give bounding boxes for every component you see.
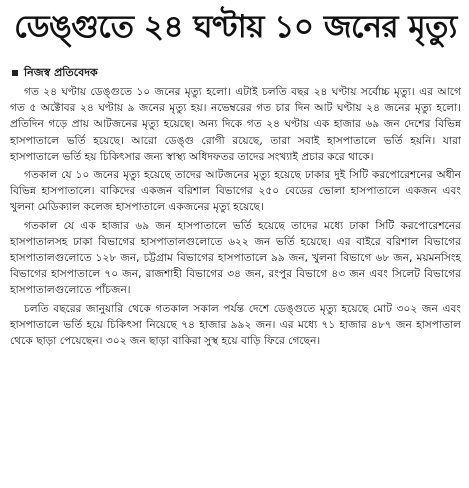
bullet-square-icon bbox=[12, 70, 18, 76]
article-paragraph-1: গত ২৪ ঘণ্টায় ডেঙ্গুতে ১০ জনের মৃত্যু হলো। এটাই চলতি বছর ২৪ ঘণ্টায় সর্বোচ্চ মৃত্যু। এর আগে গত ৫ অক্টোবর ২৪ ঘণ্টায় ৯ জনের মৃত্যু হয়। নভেম্বরের গত চার দিন আট ঘণ্টায় ২৪ জনের মৃত্যু হলো। প্রতিদিন গড়ে প্রায় আটজনের মৃত্যু হয়েছে। অন্য দিকে গত ২৪ ঘণ্টায় এক হাজার ৬৯ জন দেশের বিভিন্ন হাসপাতালে ভর্তি হয়েছে। আরো ডেঙ্গু রোগী রয়েছে, তারা সবাই হাসপাতালে ভর্তি হয়নি। যারা হাসপাতালে ভর্তি হয় চিকিৎসার জন্য স্বাস্থ্য অধিদফতর তাদের সংখ্যাই প্রচার করে থাকে। bbox=[10, 86, 461, 163]
article-paragraph-3: গতকাল যে এক হাজার ৬৯ জন হাসপাতালে ভর্তি হয়েছে তাদের মধ্যে ঢাকা সিটি করপোরেশনের হাসপাতালসহ ঢাকা বিভাগের হাসপাতালগুলোতে ৬২২ জন ভর্তি হয়েছে। এর বাইরে বরিশাল বিভাগের হাসপাতালগুলোতে ১২৮ জন, চট্টগ্রাম বিভাগের হাসপাতালে ৯৯ জন, খুলনা বিভাগে ৬৮ জন, ময়মনসিংহ বিভাগের হাসপাতালে ৭০ জন, রাজশাহী বিভাগের ৩৪ জন, রংপুর বিভাগে ৪৩ জন এবং সিলেট বিভাগের হাসপাতালগুলোতে পাঁচজন। bbox=[10, 219, 461, 297]
byline bbox=[12, 64, 461, 82]
article-paragraph-4: চলতি বছরের জানুয়ারি থেকে গতকাল সকাল পর্যন্ত দেশে ডেঙ্গুতে মৃত্যু হয়েছে মোট ৩০২ জন এবং হাসপাতালে ভর্তি হয়ে চিকিৎসা নিয়েছে ৭৪ হাজার ৯৯২ জন। এর মধ্যে ৭১ হাজার ৪৮৭ জন হাসপাতাল থেকে ছাড়া পেয়েছেন। ৩০২ জন ছাড়া বাকিরা সুস্থ হয়ে বাড়ি ফিরে গেছেন। bbox=[10, 302, 461, 348]
byline-text: নিজস্ব প্রতিবেদক bbox=[24, 66, 98, 79]
article-body bbox=[10, 84, 461, 349]
headline: ডেঙ্গুতে ২৪ ঘণ্টায় ১০ জনের মৃত্যু bbox=[14, 9, 457, 45]
article-paragraph-2: গতকাল যে ১০ জনের মৃত্যু হয়েছে তাদের আটজনের মৃত্যু হয়েছে ঢাকার দুই সিটি করপোরেশনের অধীন বিভিন্ন হাসপাতালে। বাকিদের একজন বরিশাল বিভাগের ২৫০ বেডের ভোলা হাসপাতালে একজন এবং খুলনা মেডিক্যাল কলেজ হাসপাতালে একজনের মৃত্যু হয়েছে। bbox=[10, 169, 461, 214]
